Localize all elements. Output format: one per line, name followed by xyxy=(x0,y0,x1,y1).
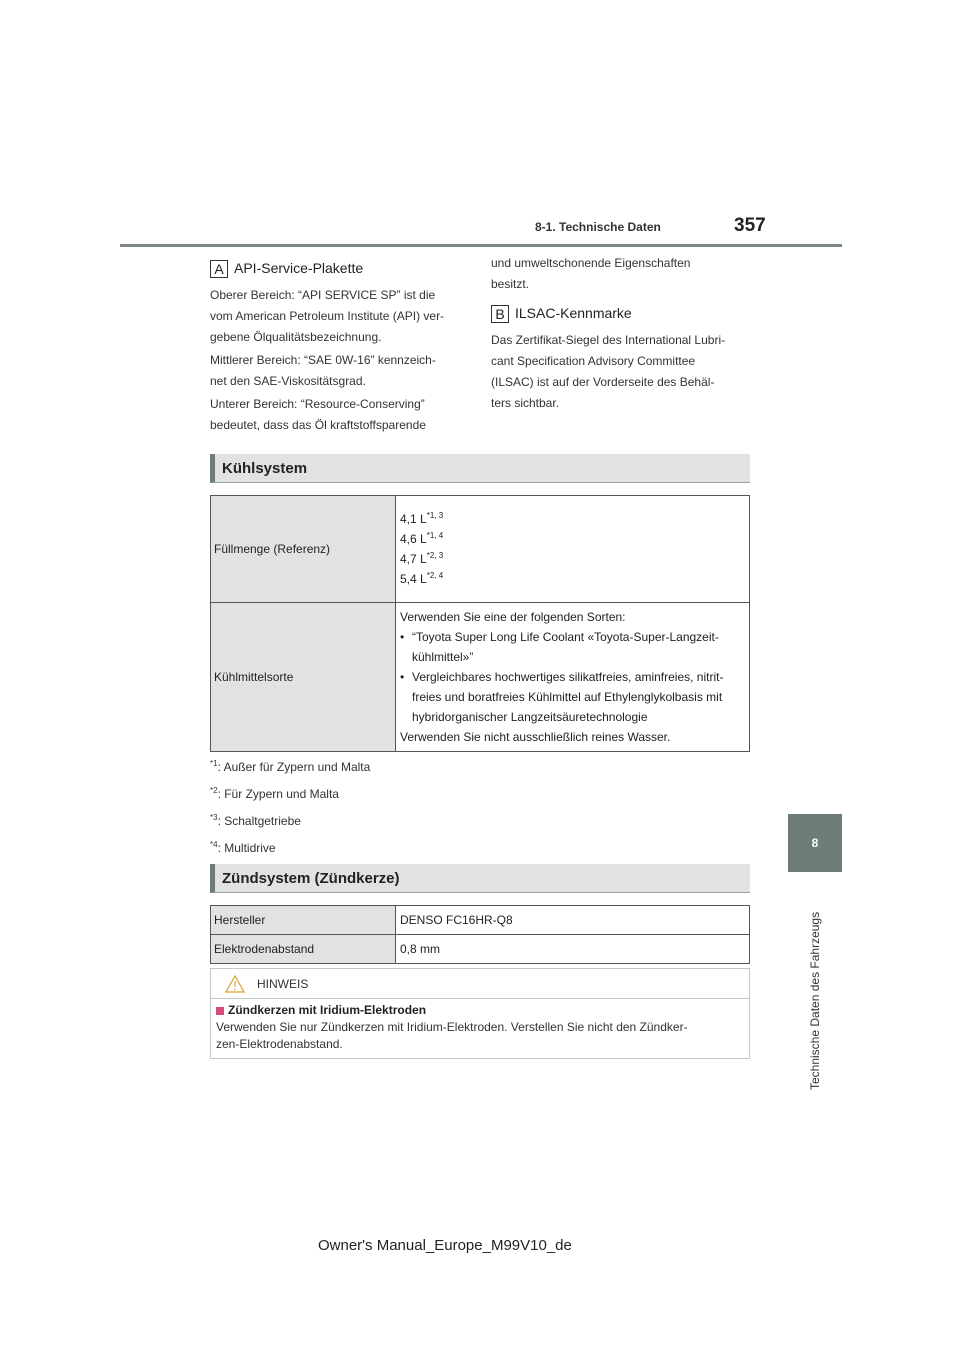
ilsac-paragraph: Das Zertifikat-Siegel des International Lubri- cant Specification Advisory Committee (ILSAC) ist auf der Vorderseite des Behäl- ters sichtbar. xyxy=(491,333,726,410)
square-bullet-icon xyxy=(216,1007,224,1015)
table-row xyxy=(211,935,750,964)
page-number: 357 xyxy=(734,215,766,236)
api-heading: API-Service-Plakette xyxy=(234,260,364,276)
capacity-item: 5,4 L$^{*2, 4}$ xyxy=(400,571,444,586)
ilsac-heading: ILSAC-Kennmarke xyxy=(515,305,632,321)
notice-label: HINWEIS xyxy=(257,976,309,991)
footnote: $^{*3}$: Schaltgetriebe xyxy=(210,813,301,828)
marker-b: B xyxy=(491,305,509,323)
manufacturer-label: Hersteller xyxy=(211,906,396,935)
notice-body xyxy=(211,999,749,1056)
right-column xyxy=(491,253,751,416)
coolant-outro: Verwenden Sie nicht ausschließlich reines Wasser. xyxy=(400,730,671,744)
list-item: • Vergleichbares hochwertiges silikatfreies, aminfreies, nitrit- freies und boratfreies Kühlmittel auf Ethylenglykolbasis mit hybridorganischer Langzeitsäuretechnologie xyxy=(400,667,745,727)
api-continuation: und umweltschonende Eigenschaften besitzt. xyxy=(491,256,691,291)
header-rule xyxy=(120,244,842,247)
notice-header xyxy=(211,969,749,999)
table-row xyxy=(211,906,750,935)
chapter-tab[interactable]: 8 xyxy=(788,814,842,872)
cooling-section-title: Kühlsystem xyxy=(210,454,750,483)
electrode-gap-label: Elektrodenabstand xyxy=(211,935,396,964)
coolant-values xyxy=(396,603,750,752)
notice-text: Verwenden Sie nur Zündkerzen mit Iridium-Elektroden. Verstellen Sie nicht den Zündker- zen-Elektrodenabstand. xyxy=(216,1020,688,1051)
coolant-label: Kühlmittelsorte xyxy=(211,603,396,752)
notice-box xyxy=(210,968,750,1059)
marker-a: A xyxy=(210,260,228,278)
cooling-table xyxy=(210,495,750,752)
capacity-item: 4,1 L$^{*1, 3}$ xyxy=(400,511,444,526)
section-title: 8-1. Technische Daten xyxy=(535,220,661,234)
api-subheading xyxy=(210,258,460,279)
ignition-table xyxy=(210,905,750,964)
footnote: $^{*2}$: Für Zypern und Malta xyxy=(210,786,339,801)
bullet-dot-icon: • xyxy=(400,630,405,644)
notice-title: Zündkerzen mit Iridium-Elektroden xyxy=(216,1002,744,1019)
api-paragraph-1: Oberer Bereich: “API SERVICE SP” ist die vom American Petroleum Institute (API) ver- gebene Ölqualitätsbezeichnung. xyxy=(210,288,445,344)
capacity-item: 4,7 L$^{*2, 3}$ xyxy=(400,551,444,566)
list-item: • “Toyota Super Long Life Coolant «Toyota-Super-Langzeit- kühlmittel»” xyxy=(400,627,745,667)
footer-text: Owner's Manual_Europe_M99V10_de xyxy=(318,1237,572,1254)
api-paragraph-2: Mittlerer Bereich: “SAE 0W-16” kennzeich- net den SAE-Viskositätsgrad. xyxy=(210,353,436,388)
api-section xyxy=(210,258,460,438)
coolant-intro: Verwenden Sie eine der folgenden Sorten: xyxy=(400,610,626,624)
capacity-values xyxy=(396,496,750,603)
ilsac-subheading xyxy=(491,303,751,324)
bullet-dot-icon: • xyxy=(400,670,405,684)
ignition-section-title: Zündsystem (Zündkerze) xyxy=(210,864,750,893)
table-row xyxy=(211,603,750,752)
footnote: $^{*1}$: Außer für Zypern und Malta xyxy=(210,759,371,774)
capacity-label: Füllmenge (Referenz) xyxy=(211,496,396,603)
warning-triangle-icon xyxy=(225,975,245,993)
table-row xyxy=(211,496,750,603)
capacity-item: 4,6 L$^{*1, 4}$ xyxy=(400,531,444,546)
footnotes xyxy=(210,752,370,860)
electrode-gap-value: 0,8 mm xyxy=(396,935,750,964)
footnote: $^{*4}$: Multidrive xyxy=(210,840,276,855)
api-paragraph-3: Unterer Bereich: “Resource-Conserving” bedeutet, dass das Öl kraftstoffsparende xyxy=(210,397,426,432)
manufacturer-value: DENSO FC16HR-Q8 xyxy=(396,906,750,935)
chapter-side-title: Technische Daten des Fahrzeugs xyxy=(808,911,822,1090)
